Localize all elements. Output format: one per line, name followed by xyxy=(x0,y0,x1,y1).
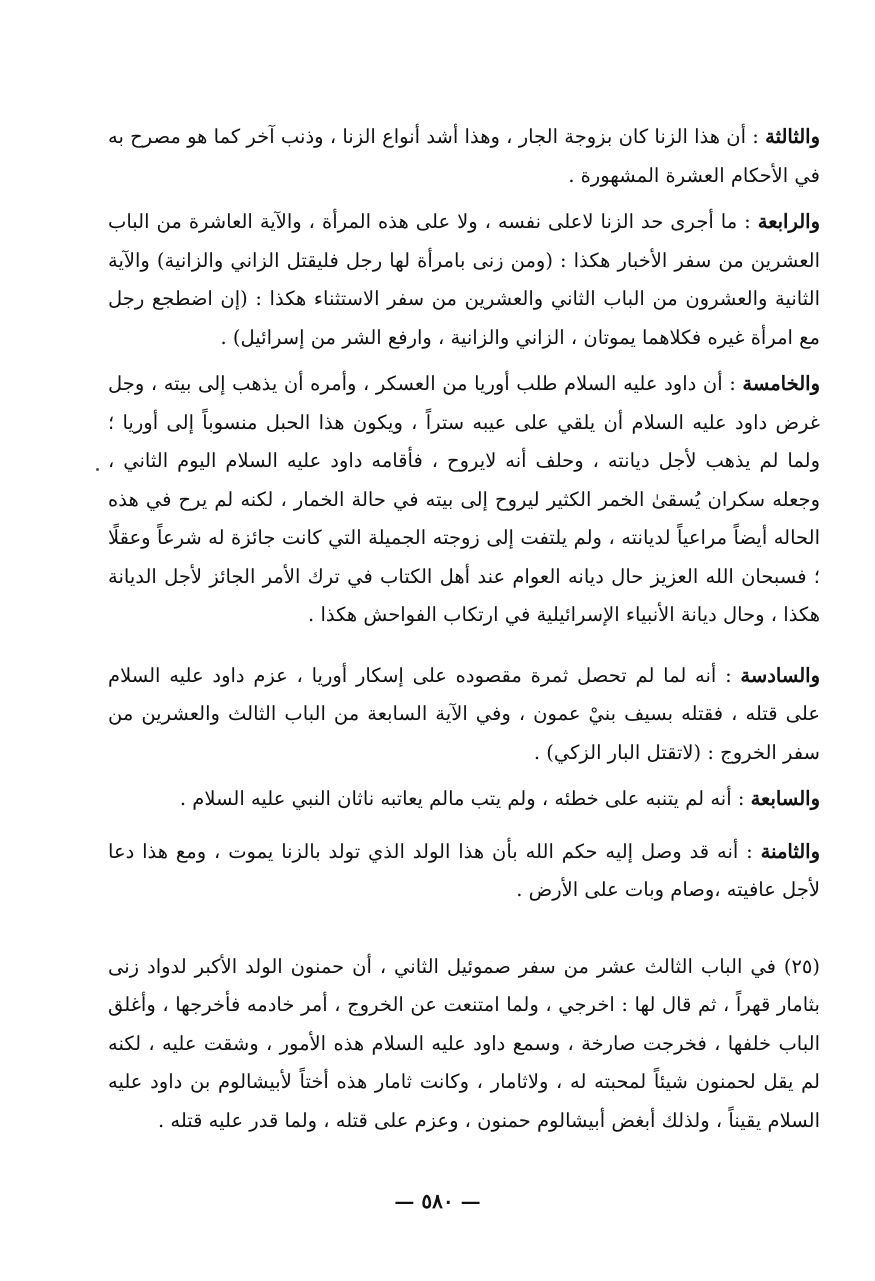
scan-speck xyxy=(96,468,99,471)
paragraph-lead: والسادسة xyxy=(740,663,820,687)
paragraph-text: : ما أجرى حد الزنا لاعلى نفسه ، ولا على هذه المرأة ، والآية العاشرة من الباب العشرين من سفر الأخبار هكذا : (ومن زنى بامرأة لها رجل فليقتل الزاني والزانية) والآية الثانية والعشرون من الباب الثاني والعشرين من سفر الاستثناء هكذا : (إن اضطجع رجل مع امرأة غيره فكلاهما يموتان ، الزاني والزانية ، وارفع الشر من إسرائيل) . xyxy=(108,210,820,349)
paragraph-text: : أنه لم يتنبه على خطئه ، ولم يتب مالم يعاتبه ناثان النبي عليه السلام . xyxy=(179,787,751,810)
paragraph-seventh xyxy=(108,780,820,819)
paragraph-eighth xyxy=(108,833,820,910)
page-number: — ٥٨٠ — xyxy=(394,1189,481,1213)
paragraph-lead: والثالثة xyxy=(765,125,820,148)
paragraph-third xyxy=(108,118,820,195)
paragraph-lead: والخامسة xyxy=(742,372,820,395)
paragraph-lead: والثامنة xyxy=(760,839,820,863)
paragraph-lead: والسابعة xyxy=(750,787,820,810)
paragraph-lead: والرابعة xyxy=(757,210,820,233)
page-body xyxy=(108,118,820,1140)
paragraph-fourth xyxy=(108,203,820,357)
paragraph-text: : أنه لما لم تحصل ثمرة مقصوده على إسكار أوريا ، عزم داود عليه السلام على قتله ، فقتله بسيف بنيْ عمون ، وفي الآية السابعة من الباب الثالث والعشرين من سفر الخروج : (لاتقتل البار الزكي) . xyxy=(108,663,820,764)
paragraph-text: : أن داود عليه السلام طلب أوريا من العسكر ، وأمره أن يذهب إلى بيته ، وجل غرض داود عليه السلام أن يلقي على عيبه ستراً ، ويكون هذا الحبل منسوباً إلى أوريا ؛ ولما لم يذهب لأجل ديانته ، وحلف أنه لايروح ، فأقامه داود عليه السلام اليوم الثاني ، وجعله سكران يُسقىٰ الخمر الكثير ليروح إلى بيته في حالة الخمار ، لكنه لم يرح في هذه الحاله أيضاً مراعياً لديانته ، ولم يلتفت إلى زوجته الجميلة التي كانت جائزة له شرعاً وعقلًا ؛ فسبحان الله العزيز حال ديانه العوام عند أهل الكتاب في ترك الأمر الجائز لأجل الديانة هكذا ، وحال ديانة الأنبياء الإسرائيلية في ارتكاب الفواحش هكذا . xyxy=(108,372,820,626)
paragraph-text: (٢٥) في الباب الثالث عشر من سفر صموئيل الثاني ، أن حمنون الولد الأكبر لدواد زنى بثامار قهراً ، ثم قال لها : اخرجي ، ولما امتنعت عن الخروج ، أمر خادمه فأخرجها ، وأغلق الباب خلفها ، فخرجت صارخة ، وسمع داود عليه السلام هذه الأمور ، وشقت عليه ، لكنه لم يقل لحمنون شيئاً لمحبته له ، ولاثامار ، وكانت ثامار هذه أختاً لأبيشالوم بن داود عليه السلام يقيناً ، ولذلك أبغض أبيشالوم حمنون ، وعزم على قتله ، ولما قدر عليه قتله . xyxy=(108,954,820,1132)
paragraph-text: : أنه قد وصل إليه حكم الله بأن هذا الولد الذي تولد بالزنا يموت ، ومع هذا دعا لأجل عافيته ،وصام وبات على الأرض . xyxy=(108,839,820,901)
paragraph-section-25 xyxy=(108,948,820,1141)
paragraph-sixth xyxy=(108,657,820,773)
paragraph-text: : أن هذا الزنا كان بزوجة الجار ، وهذا أشد أنواع الزنا ، وذنب آخر كما هو مصرح به في الأحكام العشرة المشهورة . xyxy=(108,125,820,187)
paragraph-fifth xyxy=(108,365,820,635)
